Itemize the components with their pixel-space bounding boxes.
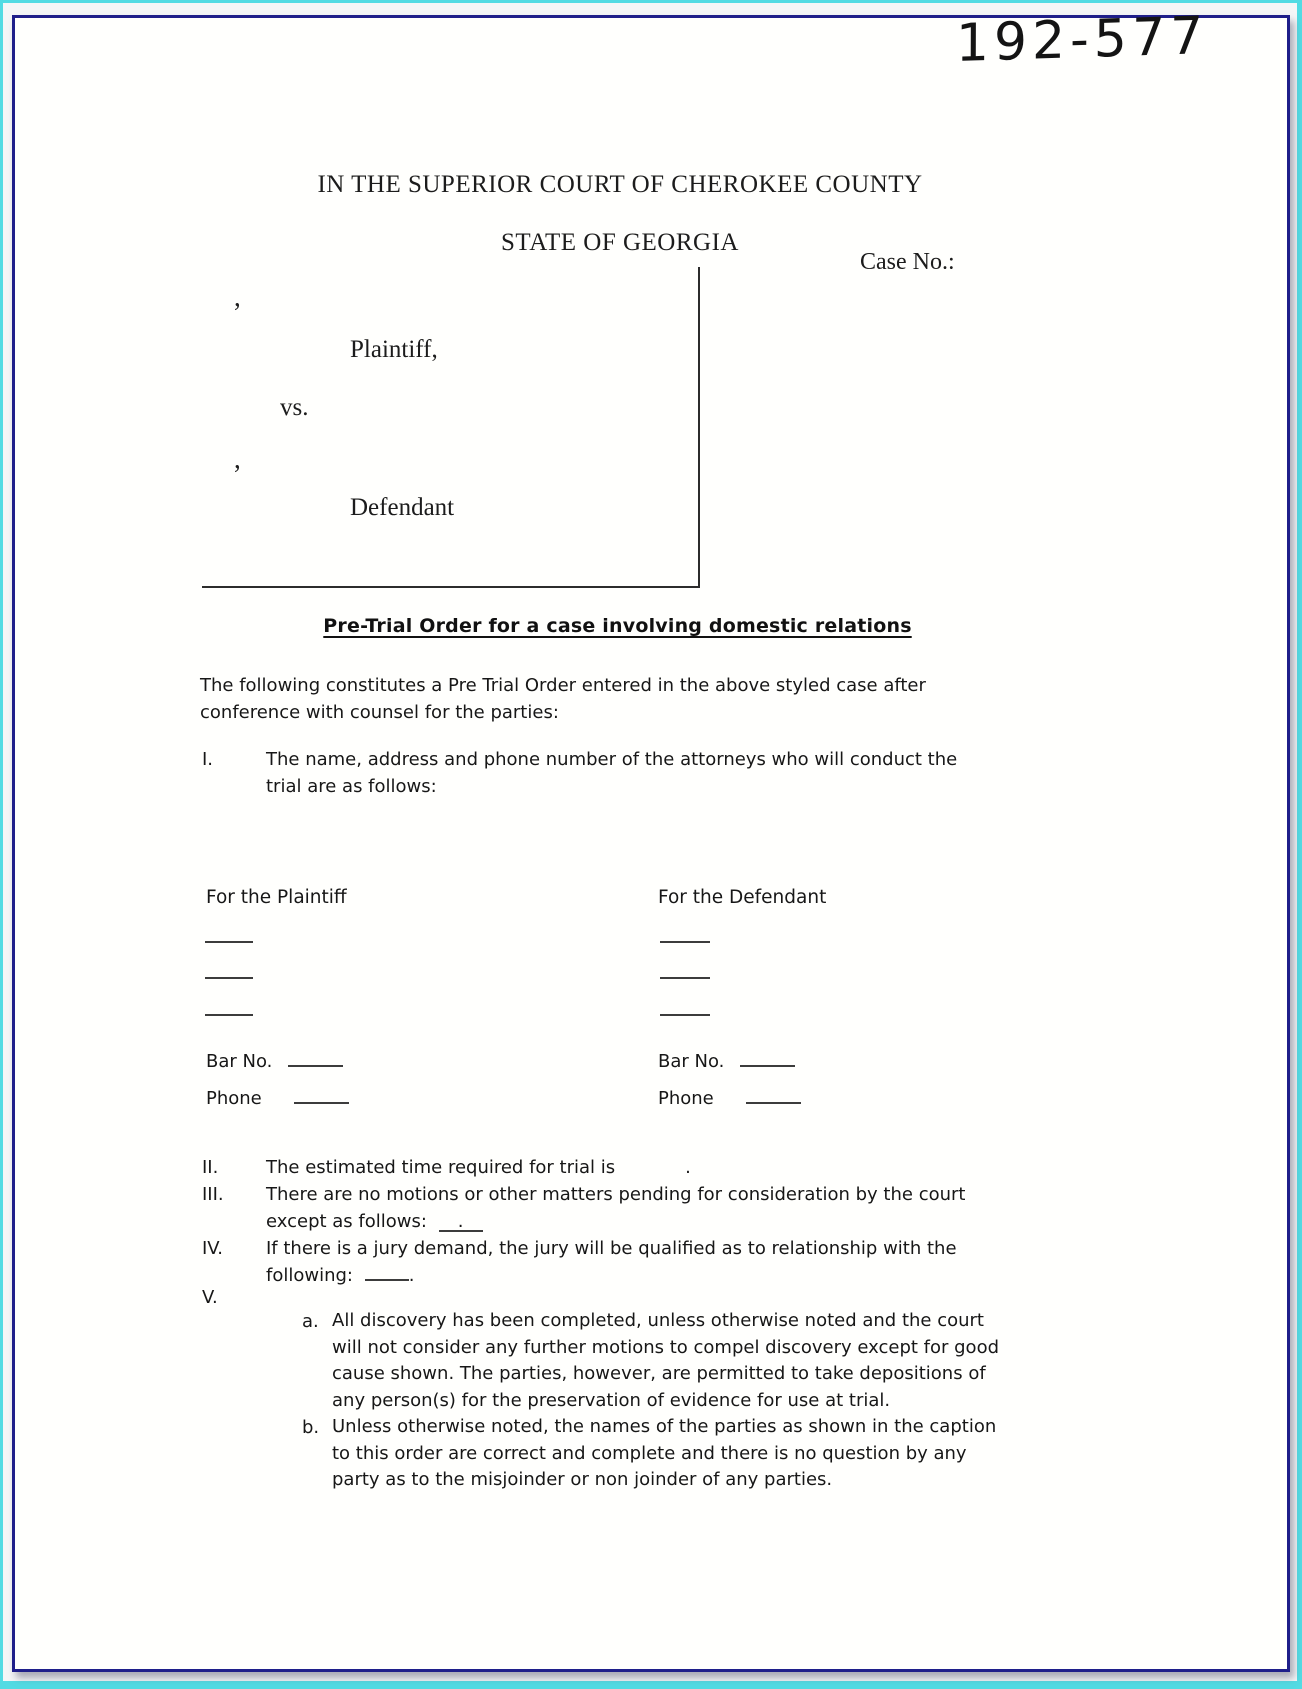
plaintiff-attorney-line-1: [205, 941, 253, 943]
jury-qualification-blank: [365, 1279, 409, 1281]
item-iii-line-2: [266, 1208, 965, 1235]
item-i-line-1: The name, address and phone number of the attorneys who will conduct the: [266, 749, 958, 770]
item-v-a-line-1: All discovery has been completed, unless otherwise noted and the court: [332, 1310, 984, 1331]
for-plaintiff-heading: For the Plaintiff: [206, 887, 347, 908]
state-header: STATE OF GEORGIA: [501, 229, 739, 256]
item-iv-numeral: IV.: [202, 1238, 224, 1259]
caption-vertical-rule: [698, 267, 700, 587]
intro-line-1: The following constitutes a Pre Trial Order entered in the above styled case after: [200, 675, 926, 696]
item-ii-period: .: [685, 1157, 691, 1178]
handwritten-case-number: 192-577: [955, 6, 1209, 75]
for-defendant-heading: For the Defendant: [658, 887, 827, 908]
item-v-a-label: a.: [302, 1311, 319, 1332]
plaintiff-phone-blank: [294, 1102, 349, 1104]
item-ii-sentence: The estimated time required for trial is: [266, 1157, 616, 1178]
item-iv-line-1: If there is a jury demand, the jury will be qualified as to relationship with the: [266, 1238, 957, 1259]
plaintiff-bar-no-blank: [288, 1065, 343, 1067]
item-iv-period: .: [408, 1265, 415, 1286]
item-v-b-line-1: Unless otherwise noted, the names of the parties as shown in the caption: [332, 1416, 997, 1437]
item-i-text: [266, 746, 957, 800]
intro-line-2: conference with counsel for the parties:: [200, 702, 559, 723]
item-v-b-text: [332, 1414, 996, 1494]
item-iii-line-1: There are no motions or other matters pending for consideration by the court: [266, 1184, 966, 1205]
defendant-phone-label: Phone: [658, 1088, 714, 1109]
defendant-bar-no-row: [658, 1048, 795, 1075]
plaintiff-name-comma: ,: [234, 282, 241, 312]
defendant-bar-no-blank: [740, 1065, 795, 1067]
intro-paragraph: [200, 672, 926, 726]
defendant-label: Defendant: [350, 494, 455, 521]
case-number-label: Case No.:: [860, 249, 955, 275]
item-ii-text: [266, 1154, 691, 1181]
defendant-bar-no-label: Bar No.: [658, 1051, 725, 1072]
plaintiff-bar-no-label: Bar No.: [206, 1051, 273, 1072]
plaintiff-attorney-line-3: [205, 1014, 253, 1016]
item-iv-line-2-text: following:: [266, 1265, 353, 1286]
item-iii-numeral: III.: [202, 1184, 224, 1205]
plaintiff-phone-row: [206, 1085, 349, 1112]
versus-label: vs.: [280, 394, 309, 421]
item-v-a-line-2: will not consider any further motions to compel discovery except for good: [332, 1336, 1000, 1358]
defendant-phone-blank: [746, 1102, 801, 1104]
item-i-numeral: I.: [202, 749, 214, 770]
item-v-a-line-3: cause shown. The parties, however, are permitted to take depositions of: [332, 1363, 986, 1384]
item-v-numeral: V.: [202, 1287, 218, 1308]
item-iii-line-2-text: except as follows:: [266, 1211, 427, 1232]
item-iii-text: [266, 1181, 965, 1235]
item-iv-text: [266, 1235, 957, 1289]
item-v-a-text: [332, 1308, 999, 1414]
defendant-attorney-line-3: [660, 1014, 710, 1016]
defendant-name-comma: ,: [234, 444, 241, 474]
plaintiff-label: Plaintiff,: [350, 336, 438, 363]
plaintiff-phone-label: Phone: [206, 1088, 262, 1109]
plaintiff-attorney-line-2: [205, 977, 253, 979]
defendant-attorney-line-1: [660, 941, 710, 943]
item-v-b-line-2: to this order are correct and complete and there is no question by any: [332, 1442, 967, 1464]
item-ii-numeral: II.: [202, 1157, 219, 1178]
court-header: IN THE SUPERIOR COURT OF CHEROKEE COUNTY: [317, 171, 923, 198]
document-title-text: Pre-Trial Order for a case involving domestic relations: [323, 615, 912, 637]
caption-bottom-rule: [202, 586, 700, 588]
defendant-attorney-line-2: [660, 977, 710, 979]
defendant-phone-row: [658, 1085, 801, 1112]
item-i-line-2: trial are as follows:: [266, 776, 437, 797]
item-iv-line-2: [266, 1262, 957, 1289]
document-title: [0, 615, 1235, 637]
item-v-a-line-4: any person(s) for the preservation of evidence for use at trial.: [332, 1389, 891, 1411]
exceptions-blank: .: [439, 1214, 483, 1232]
item-v-b-label: b.: [302, 1417, 320, 1438]
plaintiff-bar-no-row: [206, 1048, 343, 1075]
item-v-b-line-3: party as to the misjoinder or non joinder of any parties.: [332, 1469, 833, 1490]
